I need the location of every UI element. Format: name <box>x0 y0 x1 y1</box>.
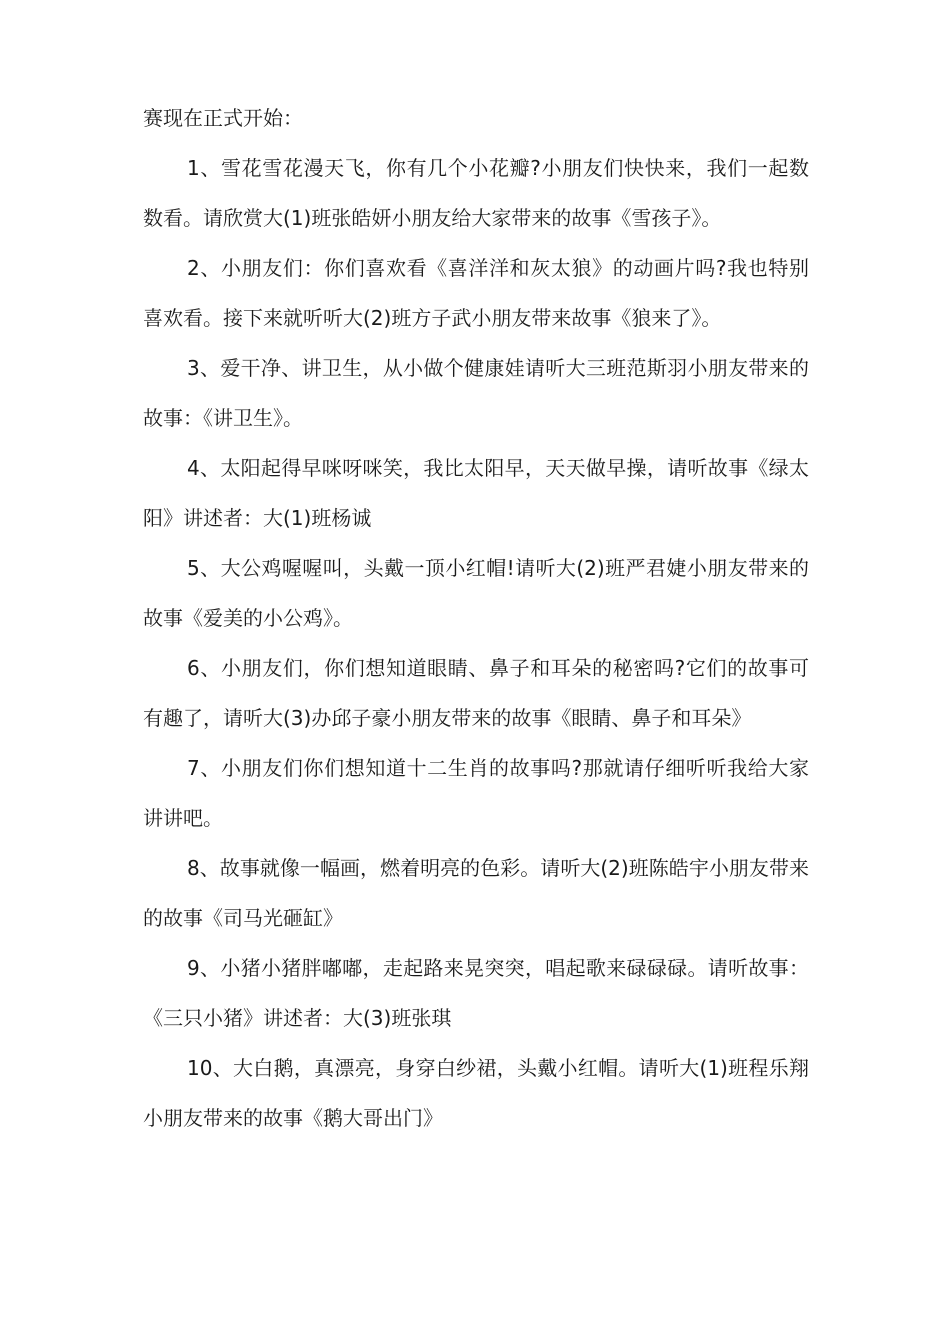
paragraph-item-2: 2、小朋友们：你们喜欢看《喜洋洋和灰太狼》的动画片吗?我也特别喜欢看。接下来就听听大(2)班方子武小朋友带来故事《狼来了》。 <box>143 256 809 330</box>
paragraph-item-9: 9、小猪小猪胖嘟嘟，走起路来晃突突，唱起歌来碌碌碌。请听故事：《三只小猪》讲述者：大(3)班张琪 <box>143 956 809 1030</box>
paragraph-item-3: 3、爱干净、讲卫生，从小做个健康娃请听大三班范斯羽小朋友带来的故事：《讲卫生》。 <box>143 356 809 430</box>
paragraph-item-1: 1、雪花雪花漫天飞，你有几个小花瓣?小朋友们快快来，我们一起数数看。请欣赏大(1)班张皓妍小朋友给大家带来的故事《雪孩子》。 <box>143 156 809 230</box>
paragraph-item-4: 4、太阳起得早咪呀咪笑，我比太阳早，天天做早操，请听故事《绿太阳》讲述者：大(1)班杨诚 <box>143 456 809 530</box>
paragraph-item-7: 7、小朋友们你们想知道十二生肖的故事吗?那就请仔细听听我给大家讲讲吧。 <box>143 756 809 830</box>
paragraph-item-10: 10、大白鹅，真漂亮，身穿白纱裙，头戴小红帽。请听大(1)班程乐翔小朋友带来的故事《鹅大哥出门》 <box>143 1056 809 1130</box>
paragraph-item-5: 5、大公鸡喔喔叫，头戴一顶小红帽!请听大(2)班严君婕小朋友带来的故事《爱美的小公鸡》。 <box>143 556 809 630</box>
paragraph-item-6: 6、小朋友们，你们想知道眼睛、鼻子和耳朵的秘密吗?它们的故事可有趣了，请听大(3)办邱子豪小朋友带来的故事《眼睛、鼻子和耳朵》 <box>143 656 809 730</box>
document-body <box>143 93 809 1143</box>
paragraph-intro: 赛现在正式开始： <box>143 106 303 130</box>
paragraph-item-8: 8、故事就像一幅画，燃着明亮的色彩。请听大(2)班陈皓宇小朋友带来的故事《司马光砸缸》 <box>143 856 809 930</box>
